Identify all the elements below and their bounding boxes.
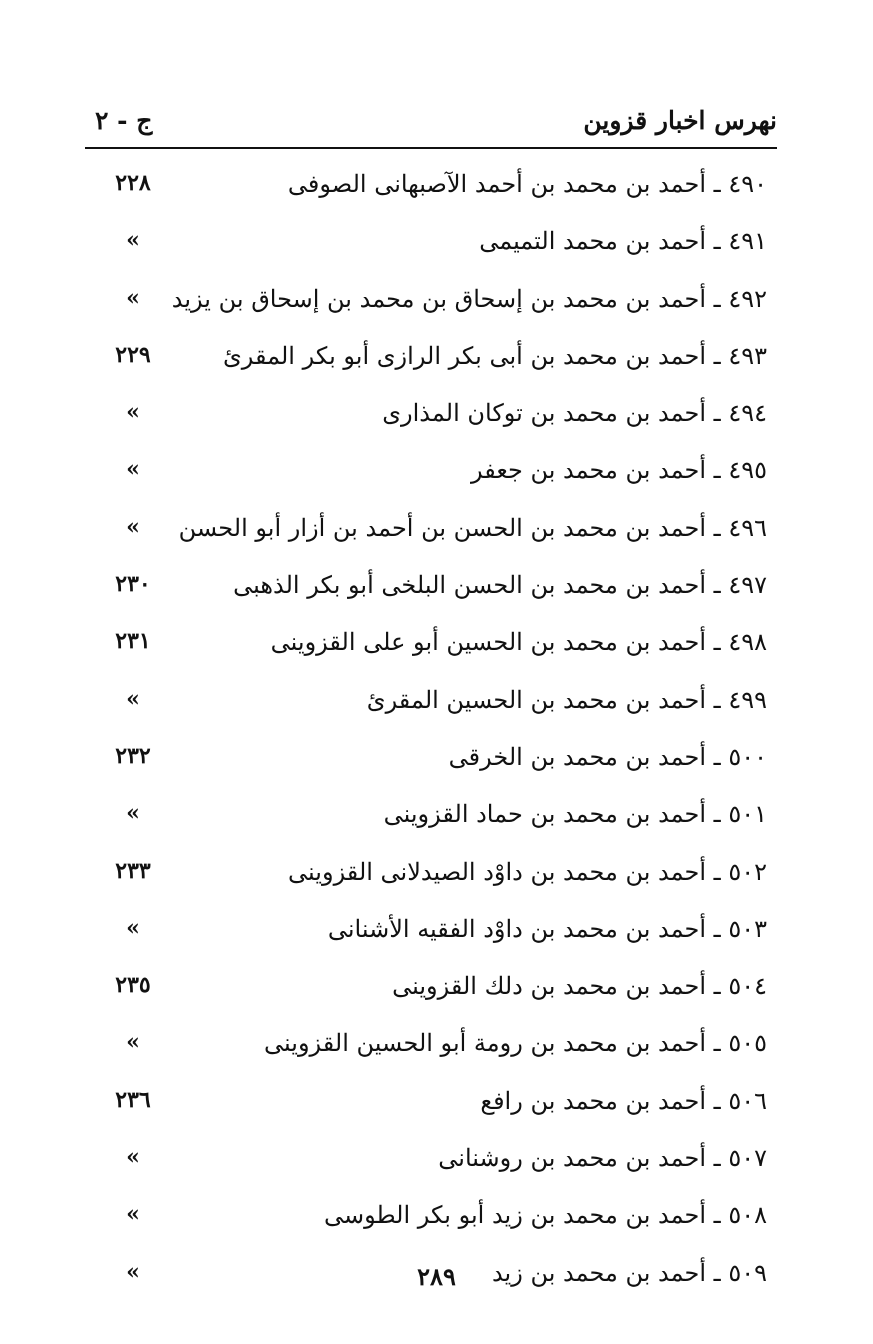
index-entry — [85, 616, 777, 673]
entry-text: ٥٠٨ ـ أحمد بن محمد بن زيد أبو بكر الطوسى — [323, 1201, 767, 1230]
entry-page-reference: » — [126, 227, 140, 254]
index-entry — [85, 1189, 777, 1246]
index-entry — [85, 387, 777, 444]
entry-text: ٥٠٣ ـ أحمد بن محمد بن داوْد الفقيه الأشنانى — [327, 914, 767, 943]
index-entry — [85, 444, 777, 501]
index-entry — [85, 273, 777, 330]
entry-text: ٥٠٩ ـ أحمد بن محمد بن زيد — [491, 1258, 767, 1287]
entry-text: ٥٠١ ـ أحمد بن محمد بن حماد القزوينى — [383, 800, 767, 829]
index-entry — [85, 846, 777, 903]
volume-label: ج - ٢ — [95, 106, 153, 135]
index-entry — [85, 330, 777, 387]
index-entry — [85, 788, 777, 845]
entry-text: ٥٠٢ ـ أحمد بن محمد بن داوْد الصيدلانى القزوينى — [288, 857, 767, 886]
entry-text: ٤٩٢ ـ أحمد بن محمد بن إسحاق بن محمد بن إسحاق بن يزيد — [171, 284, 767, 313]
entry-page-reference: ٢٣٠ — [115, 571, 151, 598]
index-entry — [85, 1017, 777, 1074]
entry-page-reference: » — [126, 1029, 140, 1056]
entry-page-reference: » — [126, 914, 140, 941]
entry-text: ٤٩٩ ـ أحمد بن محمد بن الحسين المقرئ — [366, 685, 767, 714]
entry-text: ٤٩٥ ـ أحمد بن محمد بن جعفر — [471, 456, 767, 485]
page-header — [85, 100, 777, 144]
entry-text: ٥٠٧ ـ أحمد بن محمد بن روشنانى — [438, 1144, 767, 1173]
entry-text: ٤٩١ ـ أحمد بن محمد التميمى — [479, 227, 767, 256]
index-entry — [85, 1075, 777, 1132]
entry-page-reference: ٢٣٢ — [115, 742, 151, 769]
entry-page-reference: » — [126, 1258, 140, 1285]
index-entry — [85, 1132, 777, 1189]
entry-text: ٥٠٥ ـ أحمد بن محمد بن رومة أبو الحسين القزوينى — [264, 1029, 767, 1058]
index-entry — [85, 158, 777, 215]
index-entry — [85, 674, 777, 731]
entry-text: ٤٩٨ ـ أحمد بن محمد بن الحسين أبو على القزوينى — [270, 628, 767, 657]
entry-text: ٥٠٠ ـ أحمد بن محمد بن الخرقى — [448, 742, 767, 771]
index-entry — [85, 215, 777, 272]
index-entries — [85, 158, 777, 1304]
entry-text: ٤٩٤ ـ أحمد بن محمد بن توكان المذارى — [382, 399, 767, 428]
entry-page-reference: » — [126, 800, 140, 827]
entry-text: ٤٩٠ ـ أحمد بن محمد بن أحمد الآصبهانى الصوفى — [287, 170, 767, 198]
entry-text: ٤٩٦ ـ أحمد بن محمد بن الحسن بن أحمد بن أزار أبو الحسن — [178, 513, 767, 542]
entry-page-reference: ٢٣٣ — [115, 857, 151, 884]
index-entry — [85, 559, 777, 616]
entry-text: ٥٠٤ ـ أحمد بن محمد بن دلك القزوينى — [392, 972, 767, 1001]
page-number: ٢٨٩ — [417, 1262, 456, 1291]
entry-page-reference: ٢٢٩ — [115, 341, 151, 368]
entry-page-reference: » — [126, 685, 140, 712]
entry-text: ٥٠٦ ـ أحمد بن محمد بن رافع — [480, 1086, 767, 1115]
header-rule — [85, 147, 777, 149]
entry-page-reference: » — [126, 284, 140, 311]
entry-page-reference: » — [126, 513, 140, 540]
entry-page-reference: ٢٢٨ — [115, 170, 151, 196]
index-entry — [85, 903, 777, 960]
running-title: نهرس اخبار قزوين — [583, 106, 777, 135]
entry-page-reference: ٢٣١ — [115, 628, 151, 655]
entry-page-reference: » — [126, 456, 140, 483]
entry-text: ٤٩٣ ـ أحمد بن محمد بن أبى بكر الرازى أبو بكر المقرئ — [222, 341, 767, 370]
entry-page-reference: ٢٣٦ — [115, 1086, 151, 1113]
entry-page-reference: » — [126, 399, 140, 426]
entry-page-reference: ٢٣٥ — [115, 972, 151, 999]
entry-page-reference: » — [126, 1144, 140, 1171]
index-entry — [85, 960, 777, 1017]
index-entry — [85, 731, 777, 788]
entry-page-reference: » — [126, 1201, 140, 1228]
entry-text: ٤٩٧ ـ أحمد بن محمد بن الحسن البلخى أبو بكر الذهبى — [233, 571, 767, 600]
index-entry — [85, 502, 777, 559]
